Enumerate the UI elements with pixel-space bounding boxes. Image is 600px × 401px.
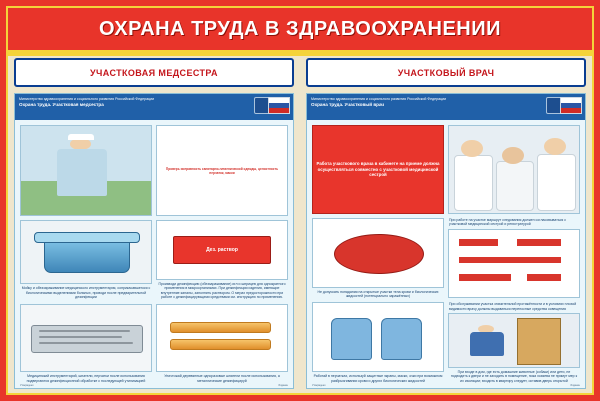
sheet-nurse-grid [20, 125, 288, 383]
sheet-nurse-footer [20, 384, 288, 387]
gloves-caption: Работай в перчатках, используй защитные экраны, маски, очки при возможном разбрызгивании крови и других биологических жидкостей [313, 374, 443, 383]
flag-icon [560, 97, 582, 114]
door-entry-caption: При входе в дом, где есть домашние животные (собаки) или дети, не подходить к двери и не заходить в помещение, пока хозяева не примут мер к их изоляции; входить в квартиру следует, оставив дверь открытой [450, 369, 578, 383]
block-doctors-image [448, 125, 580, 214]
doctors-illustration [448, 125, 580, 214]
route-note-caption: При работе на участке маршрут следования должен согласовываться с участковой медицинской сестрой и регистратурой [449, 217, 567, 227]
instruments-illustration [20, 304, 152, 373]
title-underline [8, 50, 592, 56]
block-instruments-tray [20, 304, 152, 383]
sheet-nurse-topic: Охрана труда. Участковая медсестра [19, 102, 104, 107]
block-route-note [448, 218, 580, 299]
gloves-illustration [312, 302, 444, 372]
spatulas-illustration [156, 304, 288, 373]
sheet-doctor-grid [312, 125, 580, 383]
block-disinfectant-sign [156, 220, 288, 299]
instruments-caption: Медицинский инструментарий, шпатели, перчатки после использования подвергаются дезинфекционной обработке с последующей утилизацией [26, 374, 146, 383]
sheet-nurse-header [15, 94, 293, 120]
column-caption-nurse-label: УЧАСТКОВАЯ МЕДСЕСТРА [90, 68, 218, 78]
flag-icon [268, 97, 290, 114]
block-nurse-uniform-image [20, 125, 152, 216]
sheet-doctor-footer [312, 384, 580, 387]
lighting-caption: При обслуживании участка значительной протяжённости и в условиях плохой видимости врачу должны выдаваться переносные средства освещения [449, 302, 577, 311]
block-disinfection-bucket [20, 220, 152, 299]
block-spatulas [156, 304, 288, 383]
nurse-uniform-caption: Проверь исправность санитарно-гигиенической одежды, целостность перчаток, маски [165, 166, 279, 175]
column-doctor [306, 58, 586, 389]
block-red-warning-plate [312, 218, 444, 299]
block-nurse-uniform-text [156, 125, 288, 216]
column-nurse [14, 58, 294, 389]
page-title: ОХРАНА ТРУДА В ЗДРАВООХРАНЕНИИ [98, 17, 501, 40]
door-illustration [448, 313, 580, 368]
red-plate-illustration [312, 218, 444, 288]
sheet-doctor-footer-right: Издание [570, 384, 580, 387]
sheet-doctor-ministry: Министерство здравоохранения и социального развития Российской Федерации [311, 97, 447, 101]
bucket-illustration [20, 220, 152, 284]
column-caption-doctor-label: УЧАСТКОВЫЙ ВРАЧ [397, 68, 495, 78]
route-diagram [448, 229, 580, 299]
bucket-caption: Мойку и обеззараживание медицинского инструментария, соприкасавшегося с биологическими выделениями больных, проводи после предварительной дезинфекции [21, 286, 151, 300]
sheet-doctor-body [307, 120, 585, 388]
nurse-illustration [20, 125, 152, 216]
disinfectant-sign-label: Дез. раствор [206, 247, 238, 254]
poster-columns [14, 58, 586, 389]
sheet-nurse-ministry: Министерство здравоохранения и социального развития Российской Федерации [19, 97, 155, 101]
spatulas-caption: Уничтожай деревянные одноразовые шпатели после использования, а металлические дезинфицируй [164, 374, 280, 383]
column-caption-nurse [14, 58, 294, 87]
block-gloves-use [312, 302, 444, 383]
sheet-nurse [14, 93, 294, 389]
red-plate-caption: Не допускать попадания на открытые участки тела крови и биологических жидкостей (потенциально заражённых) [317, 289, 439, 298]
sheet-doctor-header [307, 94, 585, 120]
sheet-nurse-footer-left: Утверждено [20, 384, 34, 387]
sheet-doctor [306, 93, 586, 389]
block-door-entry [448, 302, 580, 383]
sheet-nurse-footer-right: Издание [278, 384, 288, 387]
sheet-doctor-footer-left: Утверждено [312, 384, 326, 387]
doctor-main-rule-text: Работа участкового врача в кабинете на приеме должна осуществляться совместно с участковой медицинской сестрой [312, 125, 444, 214]
block-doctor-main-rule [312, 125, 444, 214]
column-caption-doctor [306, 58, 586, 87]
sheet-nurse-body [15, 120, 293, 388]
disinfection-caption: Производи дезинфекцию (обеззараживание) игл и шприцев для однократного применения в микроорганизмах. При дезинфекции изделия, имеющие внутренние каналы, заполнить раствором. О мерах предосторожности при работе с дезинфицирующими средствами см. инструкцию по применению. [158, 282, 286, 300]
sheet-doctor-topic: Охрана труда. Участковый врач [311, 102, 385, 107]
poster-title-band [8, 8, 592, 50]
